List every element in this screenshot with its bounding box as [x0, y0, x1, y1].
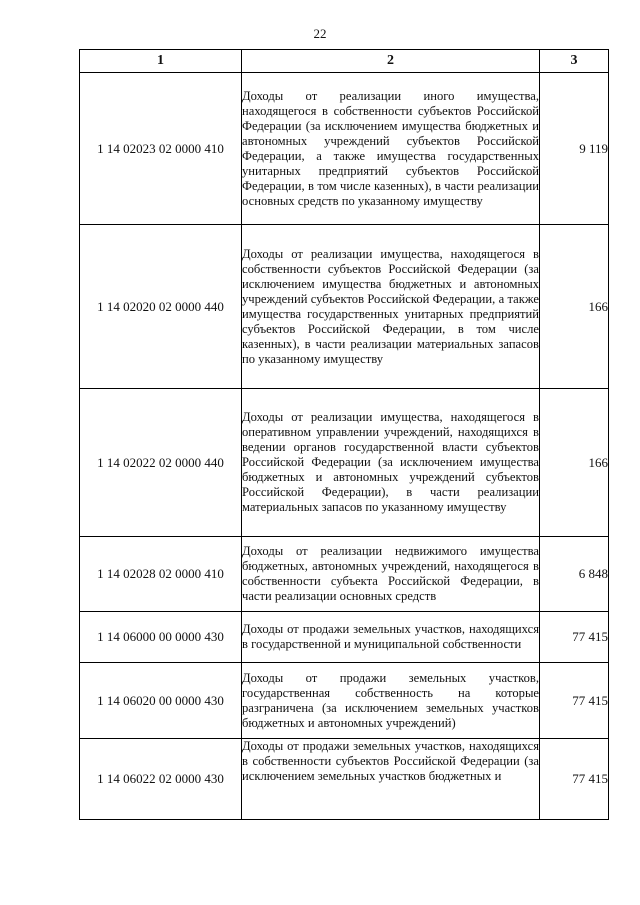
revenue-amount: 6 848 — [540, 537, 609, 612]
revenue-name: Доходы от реализации имущества, находящегося в оперативном управлении учреждений, находящихся в ведении органов государственной власти субъектов Российской Федерации (за исключением имущества бюджетных и автономных учреждений субъектов Российской Федерации), в части реализации материальных запасов по указанному имуществу — [242, 389, 540, 537]
revenue-name: Доходы от продажи земельных участков, находящихся в государственной и муниципальной собственности — [242, 612, 540, 663]
table-row — [80, 225, 609, 389]
table-row — [80, 73, 609, 225]
revenue-name: Доходы от реализации иного имущества, находящегося в собственности субъектов Российской Федерации (за исключением имущества бюджетных и автономных учреждений субъектов Российской Федерации, а также имущества государственных унитарных предприятий субъектов Российской Федерации, в том числе казенных), в части реализации основных средств по указанному имуществу — [242, 73, 540, 225]
table-header-row — [80, 50, 609, 73]
header-name-column: 2 — [242, 50, 540, 73]
revenue-name-cell — [242, 739, 540, 820]
revenue-amount: 166 — [540, 389, 609, 537]
revenue-code: 1 14 02028 02 0000 410 — [80, 537, 242, 612]
table-row — [80, 389, 609, 537]
revenue-amount: 166 — [540, 225, 609, 389]
revenue-code: 1 14 06020 00 0000 430 — [80, 663, 242, 739]
revenue-table — [79, 49, 609, 820]
revenue-name: Доходы от продажи земельных участков, находящихся в собственности субъектов Российской Федерации (за исключением земельных участков бюджетных и — [242, 739, 539, 783]
revenue-amount: 77 415 — [540, 739, 609, 820]
revenue-name: Доходы от реализации имущества, находящегося в собственности субъектов Российской Федерации (за исключением имущества бюджетных и автономных учреждений субъектов Российской Федерации, а также имущества государственных унитарных предприятий субъектов Российской Федерации, в том числе казенных), в части реализации материальных запасов по указанному имуществу — [242, 225, 540, 389]
table-row — [80, 537, 609, 612]
revenue-code: 1 14 02020 02 0000 440 — [80, 225, 242, 389]
revenue-amount: 9 119 — [540, 73, 609, 225]
table-row — [80, 612, 609, 663]
header-code-column: 1 — [80, 50, 242, 73]
revenue-name: Доходы от реализации недвижимого имущества бюджетных, автономных учреждений, находящегося в собственности субъекта Российской Федерации, в части реализации основных средств — [242, 537, 540, 612]
revenue-name: Доходы от продажи земельных участков, государственная собственность на которые разграничена (за исключением земельных участков бюджетных и автономных учреждений) — [242, 663, 540, 739]
table-row — [80, 663, 609, 739]
revenue-amount: 77 415 — [540, 663, 609, 739]
revenue-code: 1 14 06022 02 0000 430 — [80, 739, 242, 820]
revenue-code: 1 14 02023 02 0000 410 — [80, 73, 242, 225]
header-amount-column: 3 — [540, 50, 609, 73]
revenue-code: 1 14 02022 02 0000 440 — [80, 389, 242, 537]
table-row — [80, 739, 609, 820]
page-number: 22 — [313, 26, 327, 41]
revenue-code: 1 14 06000 00 0000 430 — [80, 612, 242, 663]
revenue-amount: 77 415 — [540, 612, 609, 663]
